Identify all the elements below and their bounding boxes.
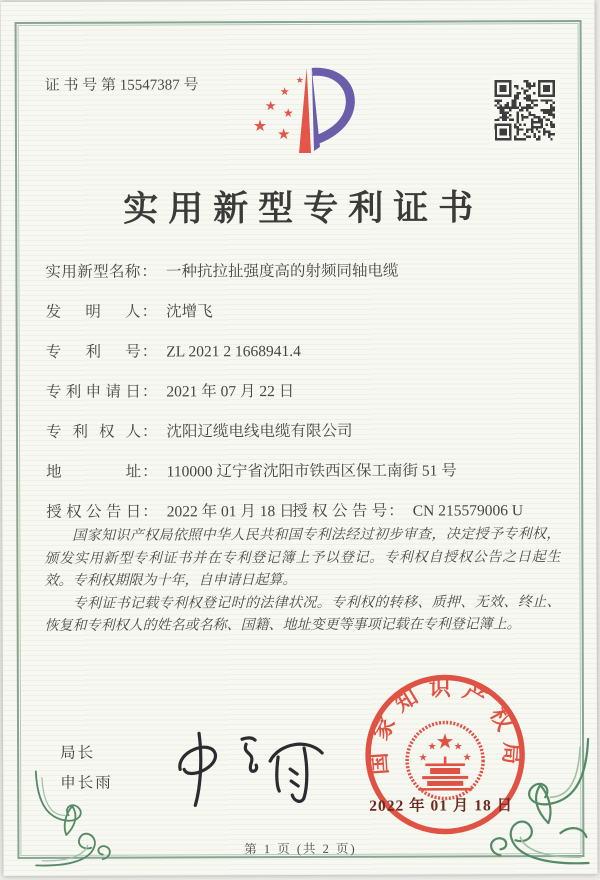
field-label: 发明人	[45, 303, 141, 321]
field-value: 2022 年 01 月 18 日	[166, 503, 295, 521]
page-footer: 第 1 页 (共 2 页)	[244, 841, 357, 857]
field-row-name	[45, 259, 398, 282]
svg-text:★: ★	[453, 741, 463, 753]
field-label: 实用新型名称	[45, 263, 141, 281]
field-row-patent-no	[46, 339, 301, 362]
field-value: 一种抗拉扯强度高的射频同轴电缆	[165, 262, 399, 281]
legal-body	[44, 524, 560, 638]
field-label: 专利权人	[45, 423, 142, 441]
field-row-grant	[46, 499, 524, 522]
svg-text:★: ★	[427, 741, 437, 753]
director-signature-icon	[158, 727, 336, 810]
field-row-filing-date	[46, 379, 294, 402]
svg-text:★: ★	[264, 99, 277, 115]
field-value: 2021 年 07 月 22 日	[166, 383, 295, 401]
field-label: 专利申请日	[45, 383, 141, 401]
svg-text:★: ★	[282, 106, 294, 121]
field-colon: ：	[142, 503, 158, 521]
svg-text:★: ★	[295, 75, 304, 87]
certificate-number: 证 书 号 第 15547387 号	[44, 77, 199, 94]
director-name: 申长雨	[60, 774, 113, 792]
corner-ornament-icon	[13, 769, 175, 870]
grant-number-pair	[292, 498, 523, 521]
field-label: 授权公告号	[292, 502, 388, 521]
cnipa-logo-icon	[247, 65, 359, 155]
field-value: 沈增飞	[166, 303, 213, 321]
field-colon: ：	[142, 463, 158, 481]
svg-text:★: ★	[462, 752, 472, 764]
field-row-address	[46, 458, 457, 481]
field-colon: ：	[141, 383, 158, 401]
field-value: CN 215579006 U	[412, 502, 524, 520]
field-value: 沈阳辽缆电线电缆有限公司	[166, 422, 353, 441]
field-colon: ：	[141, 263, 157, 281]
field-colon: ：	[388, 502, 404, 520]
field-label: 地址	[46, 463, 142, 481]
certificate-title: 实用新型专利证书	[123, 188, 484, 229]
field-value: 110000 辽宁省沈阳市铁西区保工南街 51 号	[166, 462, 457, 481]
field-colon: ：	[141, 423, 158, 441]
field-colon: ：	[141, 343, 158, 361]
body-paragraph: 专利证书记载专利权登记时的法律状况。专利权的转移、质押、无效、终止、恢复和专利权人的姓名或名称、国籍、地址变更等事项记载在专利登记簿上。	[44, 594, 561, 634]
svg-text:★: ★	[252, 116, 268, 136]
body-paragraph: 国家知识产权局依照中华人民共和国专利法经过初步审查，决定授予专利权，颁发实用新型专利证书并在专利登记簿上予以登记。专利权自授权公告之日起生效。专利权期限为十年，自申请日起算。	[44, 527, 561, 589]
director-title: 局长	[60, 744, 96, 762]
seal-date: 2022 年 01 月 18 日	[369, 797, 514, 815]
field-value: ZL 2021 2 1668941.4	[166, 342, 301, 361]
field-label: 专利号	[45, 343, 141, 361]
svg-text:★: ★	[279, 85, 290, 99]
svg-text:★: ★	[276, 125, 291, 144]
field-row-inventor	[46, 299, 213, 322]
field-label: 授权公告日	[46, 503, 142, 521]
seal-agency-text: 国家知识产权局	[365, 675, 525, 776]
field-row-patentee	[46, 419, 353, 442]
svg-text:★: ★	[418, 752, 428, 764]
qr-code	[490, 75, 560, 145]
svg-text:★: ★	[435, 729, 455, 754]
field-colon: ：	[141, 303, 158, 321]
